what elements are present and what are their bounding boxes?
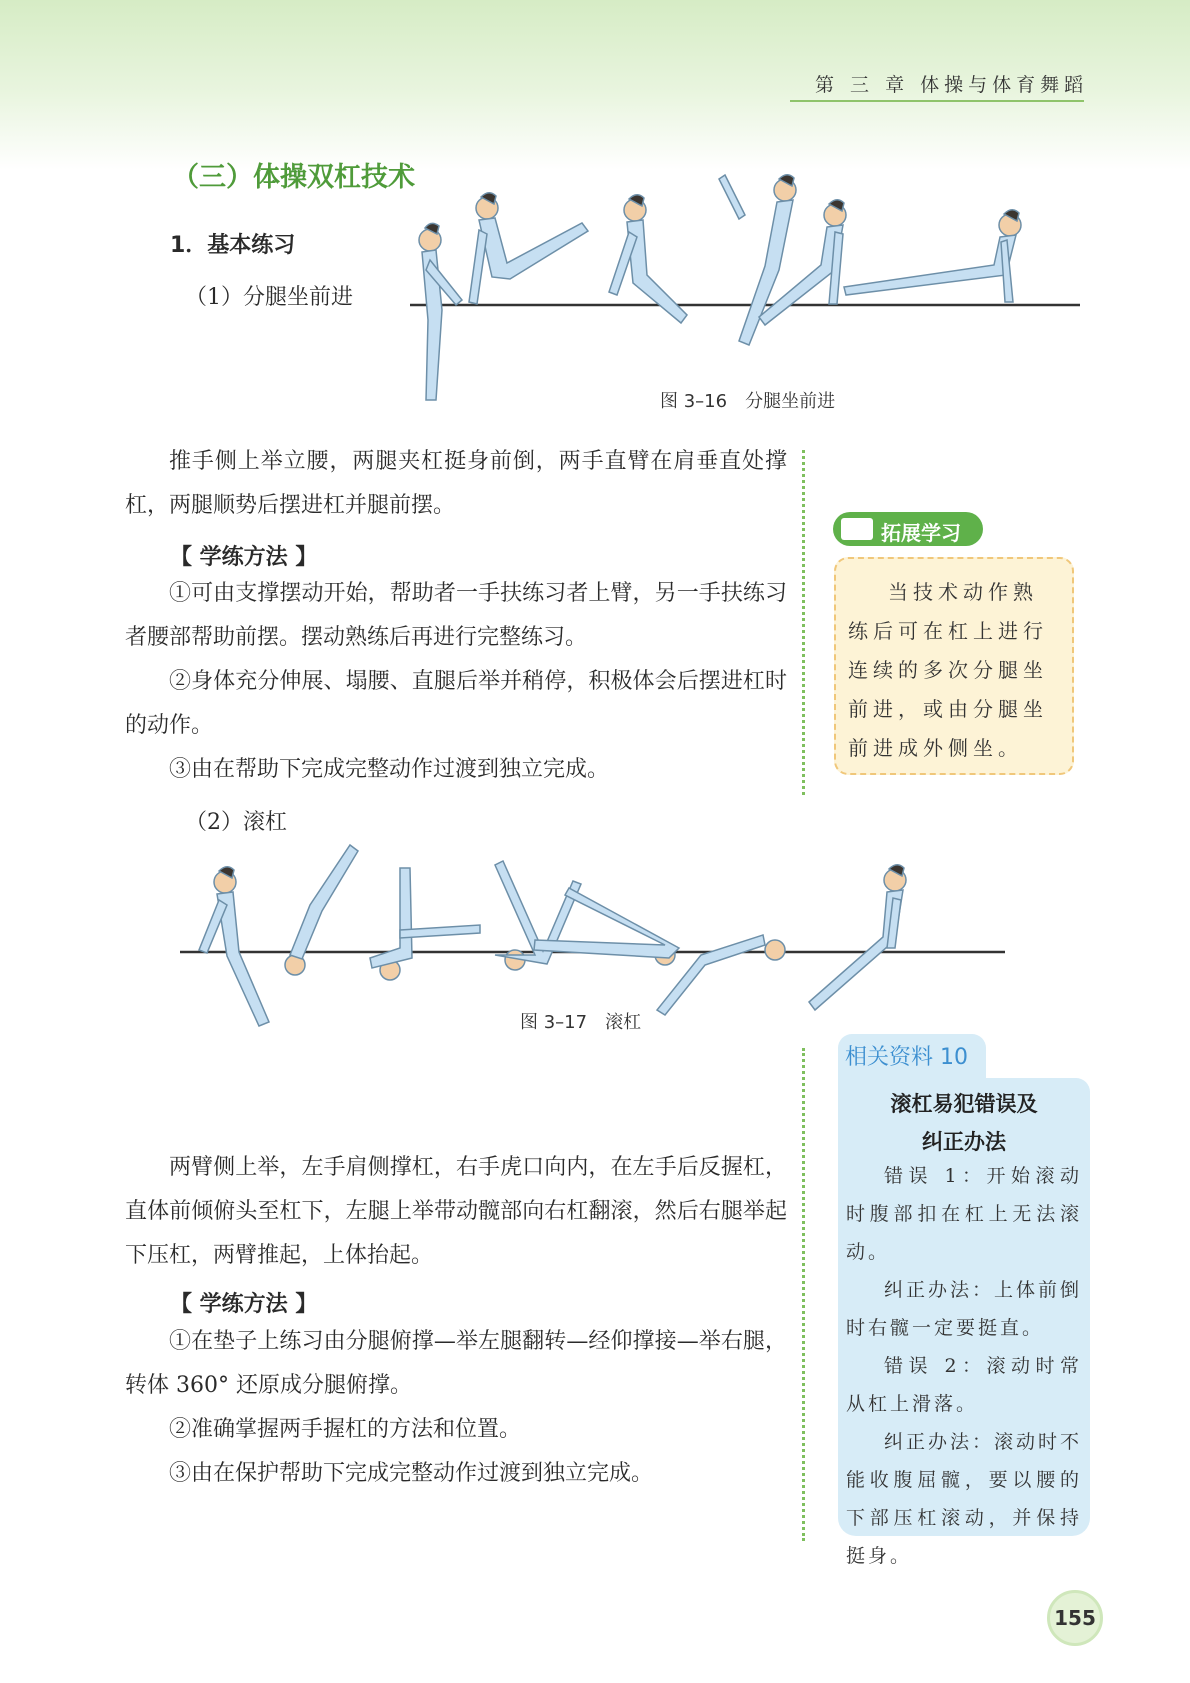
paragraph-item-2: 两臂侧上举，左手肩侧撑杠，右手虎口向内，在左手后反握杠，直体前倾俯头至杠下，左腿上举带动髋部向右杠翻滚，然后右腿举起下压杠，两臂推起，上体抬起。 xyxy=(125,1155,787,1268)
method-label-1: 【 学练方法 】 xyxy=(170,545,318,570)
method-1-2: ②身体充分伸展、塌腰、直腿后举并稍停，积极体会后摆进杠时的动作。 xyxy=(125,669,787,738)
book-icon xyxy=(841,518,873,540)
sidebar-divider-bottom xyxy=(802,1048,805,1541)
subsection-title: 1．基本练习 xyxy=(170,233,296,258)
paragraph-item-1: 推手侧上举立腰，两腿夹杠挺身前倒，两手直臂在肩垂直处撑杠，两腿顺势后摆进杠并腿前摆。 xyxy=(125,449,787,518)
figure-caption-2: 图 3–17 滚杠 xyxy=(520,1012,642,1033)
header-rule xyxy=(790,100,1084,102)
related-material-heading-1: 滚杠易犯错误及 xyxy=(890,1092,1038,1116)
related-material-title: 相关资料 10 xyxy=(845,1045,968,1070)
method-2-1: ①在垫子上练习由分腿俯撑—举左腿翻转—经仰撑接—举右腿，转体 360° 还原成分腿俯撑。 xyxy=(125,1329,787,1398)
chapter-header: 第 三 章 体操与体育舞蹈 xyxy=(815,74,1089,96)
expand-learning-badge xyxy=(833,512,983,546)
method-2-3: ③由在保护帮助下完成完整动作过渡到独立完成。 xyxy=(169,1461,654,1486)
expand-learning-box xyxy=(834,557,1074,775)
section-title: （三）体操双杠技术 xyxy=(172,162,415,193)
method-label-2: 【 学练方法 】 xyxy=(170,1292,318,1317)
related-material-heading-2: 纠正办法 xyxy=(922,1130,1006,1154)
ref-paragraph-2: 纠正办法：上体前倒时右髋一定要挺直。 xyxy=(846,1279,1083,1339)
expand-learning-label: 拓展学习 xyxy=(881,521,961,545)
figure-split-sit-forward xyxy=(395,170,1095,420)
figure-caption-1: 图 3–16 分腿坐前进 xyxy=(660,391,836,412)
ref-paragraph-1: 错误 1：开始滚动时腹部扣在杠上无法滚动。 xyxy=(846,1165,1082,1263)
item-title-2: （2）滚杠 xyxy=(185,810,287,835)
related-material-body xyxy=(846,1157,1082,1575)
ref-paragraph-3: 错误 2：滚动时常从杠上滑落。 xyxy=(846,1355,1082,1415)
ref-paragraph-4: 纠正办法：滚动时不能收腹屈髋，要以腰的下部压杠滚动，并保持挺身。 xyxy=(846,1431,1083,1567)
expand-learning-text: 当技术动作熟练后可在杠上进行连续的多次分腿坐前进，或由分腿坐前进成外侧坐。 xyxy=(848,580,1048,760)
method-2-2: ②准确掌握两手握杠的方法和位置。 xyxy=(169,1417,522,1442)
method-1-3: ③由在帮助下完成完整动作过渡到独立完成。 xyxy=(169,757,610,782)
sidebar-divider-top xyxy=(802,450,805,795)
item-title-1: （1）分腿坐前进 xyxy=(185,285,353,310)
method-1-1: ①可由支撑摆动开始，帮助者一手扶练习者上臂，另一手扶练习者腰部帮助前摆。摆动熟练后再进行完整练习。 xyxy=(125,581,787,650)
page-number: 155 xyxy=(1047,1590,1103,1646)
